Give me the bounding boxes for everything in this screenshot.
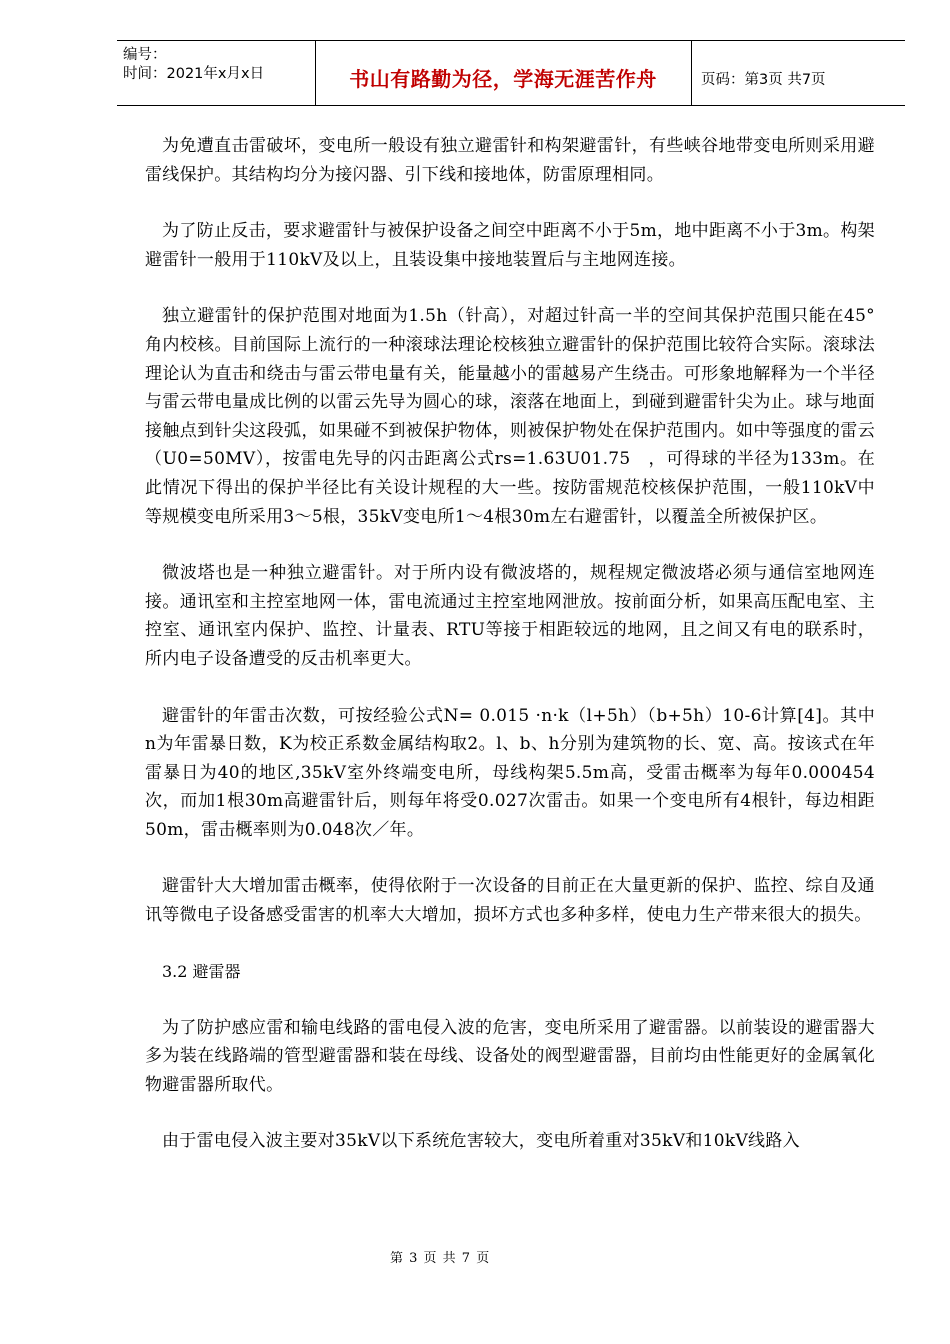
- paragraph: 由于雷电侵入波主要对35kV以下系统危害较大，变电所着重对35kV和10kV线路入: [162, 1131, 800, 1152]
- page-footer: 第 3 页 共 7 页: [390, 1251, 491, 1266]
- header-page-cell: [691, 41, 905, 105]
- header-motto-cell: [315, 41, 692, 105]
- paragraph: 为免遭直击雷破坏，变电所一般设有独立避雷针和构架避雷针，有些峡谷地带变电所则采用避雷线保护。其结构均分为接闪器、引下线和接地体，防雷原理相同。: [145, 136, 875, 185]
- paragraph: 避雷针大大增加雷击概率，使得依附于一次设备的目前正在大量更新的保护、监控、综自及通讯等微电子设备感受雷害的机率大大增加，损坏方式也多种多样，使电力生产带来很大的损失。: [145, 876, 875, 926]
- section-heading: 3.2 避雷器: [162, 961, 241, 981]
- document-body: [145, 132, 875, 1156]
- paragraph: 避雷针的年雷击次数，可按经验公式N= 0.015 ·n·k（l+5h）（b+5h）10-6计算[4]。其中n为年雷暴日数，K为校正系数金属结构取2。l、b、h分别为建筑物的长、宽、高。按该式在年雷暴日为40的地区,35kV室外终端变电所，母线构架5.5m高，受雷击概率为每年0.000454次，而加1根30m高避雷针后，则每年将受0.027次雷击。如果一个变电所有4根针，每边相距50m，雷击概率则为0.048次／年。: [145, 705, 875, 840]
- page-header: [117, 40, 905, 106]
- header-meta-cell: [117, 41, 316, 105]
- paragraph: 为了防止反击，要求避雷针与被保护设备之间空中距离不小于5m，地中距离不小于3m。构架避雷针一般用于110kV及以上，且装设集中接地装置后与主地网连接。: [145, 221, 875, 270]
- header-page-info: 页码：第3页 共7页: [701, 72, 826, 88]
- doc-number-label: 编号：: [123, 47, 167, 63]
- paragraph: 为了防护感应雷和输电线路的雷电侵入波的危害，变电所采用了避雷器。以前装设的避雷器大多为装在线路端的管型避雷器和装在母线、设备处的阀型避雷器，目前均由性能更好的金属氧化物避雷器所取代。: [145, 1017, 875, 1095]
- paragraph: 微波塔也是一种独立避雷针。对于所内设有微波塔的，规程规定微波塔必须与通信室地网连接。通讯室和主控室地网一体，雷电流通过主控室地网泄放。按前面分析，如果高压配电室、主控室、通讯室内保护、监控、计量表、RTU等接于相距较远的地网，且之间又有电的联系时，所内电子设备遭受的反击机率更大。: [145, 563, 875, 669]
- paragraph: 独立避雷针的保护范围对地面为1.5h（针高），对超过针高一半的空间其保护范围只能在45°角内校核。目前国际上流行的一种滚球法理论校核独立避雷针的保护范围比较符合实际。滚球法理论认为直击和绕击与雷云带电量有关，能量越小的雷越易产生绕击。可形象地解释为一个半径与雷云带电量成比例的以雷云先导为圆心的球，滚落在地面上，到碰到避雷针尖为止。球与地面接触点到针尖这段弧，如果碰不到被保护物体，则被保护物处在保护范围内。如中等强度的雷云（U0=50MV），按雷电先导的闪击距离公式rs=1.63U01.75 ，可得球的半径为133m。在此情况下得出的保护半径比有关设计规程的大一些。按防雷规范校核保护范围，一般110kV中等规模变电所采用3～5根，35kV变电所1～4根30m左右避雷针，以覆盖全所被保护区。: [145, 306, 875, 527]
- doc-time-label: 时间：2021年x月x日: [123, 66, 265, 82]
- header-motto: 书山有路勤为径，学海无涯苦作舟: [349, 67, 657, 91]
